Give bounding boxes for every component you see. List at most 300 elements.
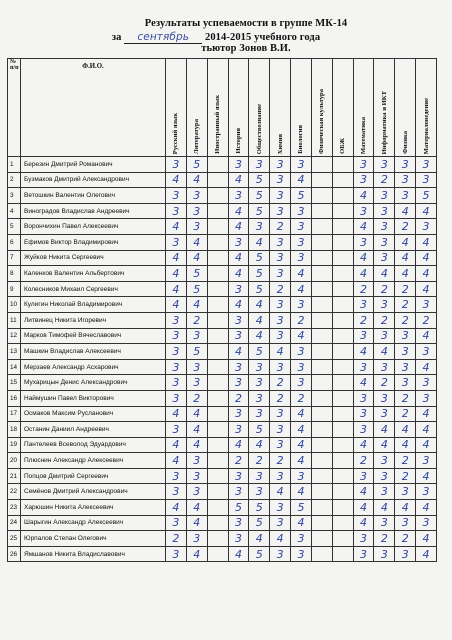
grade-cell: [332, 188, 353, 204]
grade-cell: 3: [353, 422, 374, 438]
grade-cell: 5: [228, 500, 249, 516]
grade-cell: 4: [416, 531, 437, 547]
grade-cell: 3: [166, 344, 187, 360]
grade-cell: 3: [249, 157, 270, 173]
grade-cell: 4: [416, 266, 437, 282]
grade-cell: [311, 468, 332, 484]
grade-cell: 3: [374, 390, 395, 406]
grade-cell: 4: [395, 234, 416, 250]
table-row: [8, 546, 437, 562]
grade-cell: 3: [395, 375, 416, 391]
grade-cell: 5: [249, 250, 270, 266]
student-name: Осмаков Максим Русланович: [21, 406, 166, 422]
grade-cell: 3: [395, 515, 416, 531]
table-header-row: [8, 59, 437, 157]
grade-cell: 3: [228, 406, 249, 422]
grade-cell: 3: [166, 468, 187, 484]
grade-cell: 4: [228, 266, 249, 282]
grade-cell: 3: [186, 468, 207, 484]
grade-cell: 5: [249, 515, 270, 531]
grade-cell: 3: [374, 219, 395, 235]
grade-cell: 4: [353, 250, 374, 266]
student-name: Пантелеев Всеволод Эдуардович: [21, 437, 166, 453]
grade-cell: 3: [270, 266, 291, 282]
grade-cell: 3: [166, 546, 187, 562]
subject-header-label: Физическая культура: [318, 89, 326, 154]
grade-cell: 4: [353, 188, 374, 204]
grade-cell: 5: [249, 500, 270, 516]
table-row: [8, 312, 437, 328]
grade-cell: [207, 203, 228, 219]
grade-cell: 4: [353, 266, 374, 282]
subject-header-label: Химия: [276, 133, 284, 154]
subject-header-label: Русский язык: [172, 112, 180, 154]
table-row: [8, 297, 437, 313]
subject-header-label: Иностранный язык: [214, 95, 222, 154]
table-row: [8, 453, 437, 469]
grade-cell: 2: [353, 281, 374, 297]
grade-cell: 3: [249, 406, 270, 422]
grade-cell: 3: [353, 390, 374, 406]
grade-cell: 2: [353, 453, 374, 469]
grade-cell: 3: [228, 484, 249, 500]
grade-cell: 3: [249, 359, 270, 375]
grade-cell: 2: [291, 312, 312, 328]
grade-cell: 3: [291, 157, 312, 173]
grade-cell: 3: [374, 453, 395, 469]
grade-cell: [332, 437, 353, 453]
grade-cell: [207, 250, 228, 266]
grade-cell: 4: [416, 406, 437, 422]
row-number: 16: [8, 390, 21, 406]
table-row: [8, 234, 437, 250]
grade-cell: 3: [374, 157, 395, 173]
grade-cell: 4: [291, 281, 312, 297]
grade-cell: 3: [374, 250, 395, 266]
grade-cell: [332, 219, 353, 235]
row-number: 2: [8, 172, 21, 188]
grade-cell: 4: [166, 406, 187, 422]
grade-cell: 2: [395, 453, 416, 469]
grade-cell: 3: [374, 515, 395, 531]
row-number: 18: [8, 422, 21, 438]
grade-cell: 2: [395, 219, 416, 235]
grade-cell: 4: [291, 172, 312, 188]
grade-cell: [311, 484, 332, 500]
grade-cell: [207, 546, 228, 562]
grade-cell: 3: [395, 484, 416, 500]
student-name: Останин Даниил Андреевич: [21, 422, 166, 438]
grade-cell: [207, 297, 228, 313]
subject-header: [416, 59, 437, 157]
grade-cell: 3: [249, 484, 270, 500]
grade-cell: 3: [395, 172, 416, 188]
grade-cell: [311, 422, 332, 438]
row-number: 15: [8, 375, 21, 391]
grade-cell: [311, 234, 332, 250]
grade-cell: 3: [249, 390, 270, 406]
grade-cell: 5: [416, 188, 437, 204]
grade-cell: 4: [416, 468, 437, 484]
grade-cell: 3: [291, 297, 312, 313]
student-name: Мухарицын Денис Александрович: [21, 375, 166, 391]
subject-header: [270, 59, 291, 157]
grade-cell: 3: [291, 375, 312, 391]
grade-cell: [332, 157, 353, 173]
grade-cell: 3: [291, 234, 312, 250]
subject-header: [228, 59, 249, 157]
grade-cell: 3: [353, 359, 374, 375]
period-prefix: за: [111, 32, 122, 43]
document-title: Результаты успеваемости в группе МК-14: [144, 18, 348, 29]
grade-cell: 2: [395, 312, 416, 328]
grade-cell: 2: [291, 390, 312, 406]
grade-cell: 4: [166, 297, 187, 313]
grade-cell: 4: [416, 359, 437, 375]
subject-header: [374, 59, 395, 157]
grade-cell: [207, 359, 228, 375]
grade-cell: 3: [374, 203, 395, 219]
grade-cell: 4: [395, 250, 416, 266]
grade-cell: 4: [374, 422, 395, 438]
grade-cell: 3: [270, 406, 291, 422]
grade-cell: [207, 157, 228, 173]
grade-cell: 3: [249, 468, 270, 484]
row-number: 3: [8, 188, 21, 204]
row-number: 1: [8, 157, 21, 173]
grade-cell: 3: [270, 437, 291, 453]
grade-cell: 4: [228, 344, 249, 360]
student-name: Плюснин Александр Алексеевич: [21, 453, 166, 469]
grade-cell: 3: [186, 453, 207, 469]
grade-cell: 4: [353, 219, 374, 235]
table-row: [8, 468, 437, 484]
grade-cell: [332, 234, 353, 250]
grade-cell: 3: [353, 157, 374, 173]
table-body: [8, 157, 437, 562]
period-year: 2014-2015 учебного года: [204, 32, 321, 43]
table-row: [8, 484, 437, 500]
grade-cell: 3: [228, 531, 249, 547]
subject-header: [207, 59, 228, 157]
grade-cell: 4: [416, 328, 437, 344]
grade-cell: 4: [228, 437, 249, 453]
grade-cell: 4: [166, 500, 187, 516]
student-name: Ветошкин Валентин Олегович: [21, 188, 166, 204]
grade-cell: 3: [291, 468, 312, 484]
grade-cell: [207, 328, 228, 344]
grade-cell: [311, 188, 332, 204]
grade-cell: [207, 422, 228, 438]
grade-cell: 3: [374, 297, 395, 313]
grade-cell: 4: [166, 266, 187, 282]
grade-cell: 3: [228, 515, 249, 531]
grade-cell: 4: [186, 172, 207, 188]
grade-cell: 4: [374, 437, 395, 453]
subject-header-label: История: [234, 128, 242, 154]
grade-cell: 3: [270, 328, 291, 344]
grade-cell: 4: [395, 500, 416, 516]
student-name: Ворончихин Павел Алексеевич: [21, 219, 166, 235]
grade-cell: 3: [374, 359, 395, 375]
grade-cell: 3: [228, 375, 249, 391]
table-row: [8, 188, 437, 204]
student-name: Березин Дмитрий Романович: [21, 157, 166, 173]
grade-cell: [207, 390, 228, 406]
subject-header-label: Обществознание: [255, 103, 263, 154]
grade-cell: 3: [186, 359, 207, 375]
grade-cell: 4: [416, 500, 437, 516]
grade-cell: 4: [166, 172, 187, 188]
grade-cell: 4: [353, 500, 374, 516]
grade-cell: 4: [291, 406, 312, 422]
grade-cell: 3: [166, 359, 187, 375]
grade-cell: 3: [291, 219, 312, 235]
row-number: 10: [8, 297, 21, 313]
grade-cell: 3: [374, 188, 395, 204]
grade-cell: 3: [270, 188, 291, 204]
grade-cell: 4: [416, 250, 437, 266]
row-number: 4: [8, 203, 21, 219]
grade-cell: 3: [228, 188, 249, 204]
grade-cell: 3: [353, 328, 374, 344]
grade-cell: 3: [270, 500, 291, 516]
grade-cell: 4: [186, 422, 207, 438]
grade-cell: 3: [186, 328, 207, 344]
grade-cell: 3: [249, 219, 270, 235]
grade-cell: [311, 531, 332, 547]
grade-cell: 4: [395, 437, 416, 453]
grade-cell: 4: [166, 250, 187, 266]
grade-cell: 4: [416, 437, 437, 453]
grade-cell: 4: [186, 437, 207, 453]
grade-cell: 2: [270, 281, 291, 297]
grade-cell: 2: [166, 531, 187, 547]
student-name: Юрпалов Степан Олегович: [21, 531, 166, 547]
grade-cell: 5: [186, 157, 207, 173]
grade-cell: 3: [291, 531, 312, 547]
row-number: 11: [8, 312, 21, 328]
grade-cell: 3: [416, 515, 437, 531]
grade-cell: 4: [249, 312, 270, 328]
grade-cell: [332, 203, 353, 219]
grade-cell: 5: [249, 546, 270, 562]
grade-cell: 4: [416, 281, 437, 297]
grade-cell: 3: [228, 157, 249, 173]
grade-cell: 3: [374, 546, 395, 562]
table-row: [8, 344, 437, 360]
grade-cell: 3: [166, 188, 187, 204]
grade-cell: [311, 359, 332, 375]
period-month: сентябрь: [124, 31, 202, 44]
grade-cell: 3: [270, 546, 291, 562]
row-number: 25: [8, 531, 21, 547]
student-name: Ефимов Виктор Владимирович: [21, 234, 166, 250]
table-row: [8, 500, 437, 516]
grade-cell: [311, 250, 332, 266]
student-name: Литвинец Никита Игоревич: [21, 312, 166, 328]
grade-cell: 4: [416, 546, 437, 562]
grade-cell: 5: [249, 188, 270, 204]
grade-cell: 4: [374, 266, 395, 282]
grade-cell: 3: [395, 344, 416, 360]
grade-cell: 3: [416, 172, 437, 188]
grade-cell: 4: [291, 328, 312, 344]
grade-cell: [311, 375, 332, 391]
grade-cell: 3: [416, 375, 437, 391]
grade-cell: 3: [291, 546, 312, 562]
grade-cell: [207, 453, 228, 469]
subject-header: [395, 59, 416, 157]
grade-cell: 4: [228, 546, 249, 562]
grade-cell: [311, 453, 332, 469]
grade-cell: [207, 219, 228, 235]
subject-header-label: Литература: [193, 118, 201, 154]
grade-cell: 3: [270, 250, 291, 266]
grade-cell: [332, 359, 353, 375]
grade-cell: 4: [249, 328, 270, 344]
grade-cell: 3: [270, 172, 291, 188]
grade-cell: 3: [186, 188, 207, 204]
grade-cell: 4: [228, 203, 249, 219]
subject-header-label: ОБЖ: [339, 138, 347, 154]
student-name: Виноградов Владислав Андреевич: [21, 203, 166, 219]
row-number: 19: [8, 437, 21, 453]
row-number: 6: [8, 234, 21, 250]
row-number: 13: [8, 344, 21, 360]
grade-cell: 3: [291, 344, 312, 360]
grade-cell: [207, 312, 228, 328]
grade-cell: [311, 172, 332, 188]
grade-cell: 3: [353, 297, 374, 313]
grade-cell: 3: [270, 234, 291, 250]
grade-cell: 4: [249, 531, 270, 547]
grade-cell: [332, 500, 353, 516]
grade-cell: 4: [228, 297, 249, 313]
student-name: Ямшанов Никита Владиславович: [21, 546, 166, 562]
row-number: 26: [8, 546, 21, 562]
grade-cell: 3: [353, 546, 374, 562]
table-row: [8, 157, 437, 173]
grade-cell: 2: [395, 390, 416, 406]
student-name: Машкин Владислав Алексеевич: [21, 344, 166, 360]
subject-header-label: Математика: [360, 116, 368, 154]
grade-cell: 4: [166, 437, 187, 453]
grade-cell: [207, 515, 228, 531]
grade-cell: 4: [353, 437, 374, 453]
grade-cell: 3: [166, 375, 187, 391]
grade-cell: 3: [416, 390, 437, 406]
grade-cell: 3: [166, 390, 187, 406]
grade-cell: 4: [416, 203, 437, 219]
grade-cell: 3: [416, 297, 437, 313]
grade-cell: 3: [166, 203, 187, 219]
grade-cell: 3: [291, 359, 312, 375]
grade-cell: 2: [249, 453, 270, 469]
grade-cell: [207, 468, 228, 484]
grade-cell: 3: [395, 328, 416, 344]
grade-cell: 3: [270, 422, 291, 438]
table-row: [8, 219, 437, 235]
grade-cell: 3: [353, 406, 374, 422]
grade-cell: 3: [228, 328, 249, 344]
grade-cell: 3: [353, 531, 374, 547]
grades-table: [7, 58, 437, 562]
grade-cell: [311, 546, 332, 562]
grade-cell: 4: [416, 234, 437, 250]
table-row: [8, 406, 437, 422]
grade-cell: 4: [291, 437, 312, 453]
row-number: 17: [8, 406, 21, 422]
subject-header-label: Биология: [297, 125, 305, 154]
grade-cell: 3: [416, 219, 437, 235]
grade-cell: 4: [353, 515, 374, 531]
grade-cell: 3: [374, 234, 395, 250]
grade-cell: 4: [186, 297, 207, 313]
table-row: [8, 531, 437, 547]
grade-cell: [207, 344, 228, 360]
grade-cell: [207, 281, 228, 297]
grade-cell: [332, 172, 353, 188]
table-row: [8, 422, 437, 438]
tutor-line: тьютор Зонов В.И.: [201, 43, 291, 54]
grade-cell: 2: [395, 406, 416, 422]
grade-cell: [332, 297, 353, 313]
table-row: [8, 172, 437, 188]
student-name: Бузмаков Дмитрий Александрович: [21, 172, 166, 188]
grade-cell: 2: [353, 312, 374, 328]
grade-cell: 4: [374, 344, 395, 360]
grade-cell: [207, 375, 228, 391]
grade-cell: 5: [186, 344, 207, 360]
grade-cell: 4: [249, 234, 270, 250]
grade-cell: 5: [291, 500, 312, 516]
student-name: Харюшин Никита Алексеевич: [21, 500, 166, 516]
student-name: Каленков Валентин Альбертович: [21, 266, 166, 282]
row-number: 21: [8, 468, 21, 484]
grade-cell: [311, 406, 332, 422]
grade-cell: 3: [166, 515, 187, 531]
grade-cell: 3: [249, 375, 270, 391]
grade-cell: [207, 531, 228, 547]
grade-cell: [332, 328, 353, 344]
grade-cell: 3: [270, 359, 291, 375]
row-number: 20: [8, 453, 21, 469]
grade-cell: 3: [228, 234, 249, 250]
grade-cell: [332, 546, 353, 562]
grade-cell: 3: [166, 422, 187, 438]
col-name-header: Ф.И.О.: [21, 59, 166, 157]
grade-cell: 4: [291, 484, 312, 500]
grade-cell: [332, 312, 353, 328]
grade-cell: [311, 328, 332, 344]
grade-cell: [332, 250, 353, 266]
grade-cell: [332, 375, 353, 391]
grade-cell: 4: [291, 453, 312, 469]
grade-cell: 2: [374, 531, 395, 547]
grade-cell: 3: [416, 453, 437, 469]
grade-cell: 2: [374, 172, 395, 188]
student-name: Семёнов Дмитрий Александрович: [21, 484, 166, 500]
grade-cell: 3: [353, 172, 374, 188]
table-row: [8, 266, 437, 282]
subject-header-label: Материаловедение: [422, 97, 430, 154]
grade-cell: 2: [228, 453, 249, 469]
grade-cell: 5: [186, 281, 207, 297]
grade-cell: [311, 266, 332, 282]
row-number: 14: [8, 359, 21, 375]
row-number: 22: [8, 484, 21, 500]
